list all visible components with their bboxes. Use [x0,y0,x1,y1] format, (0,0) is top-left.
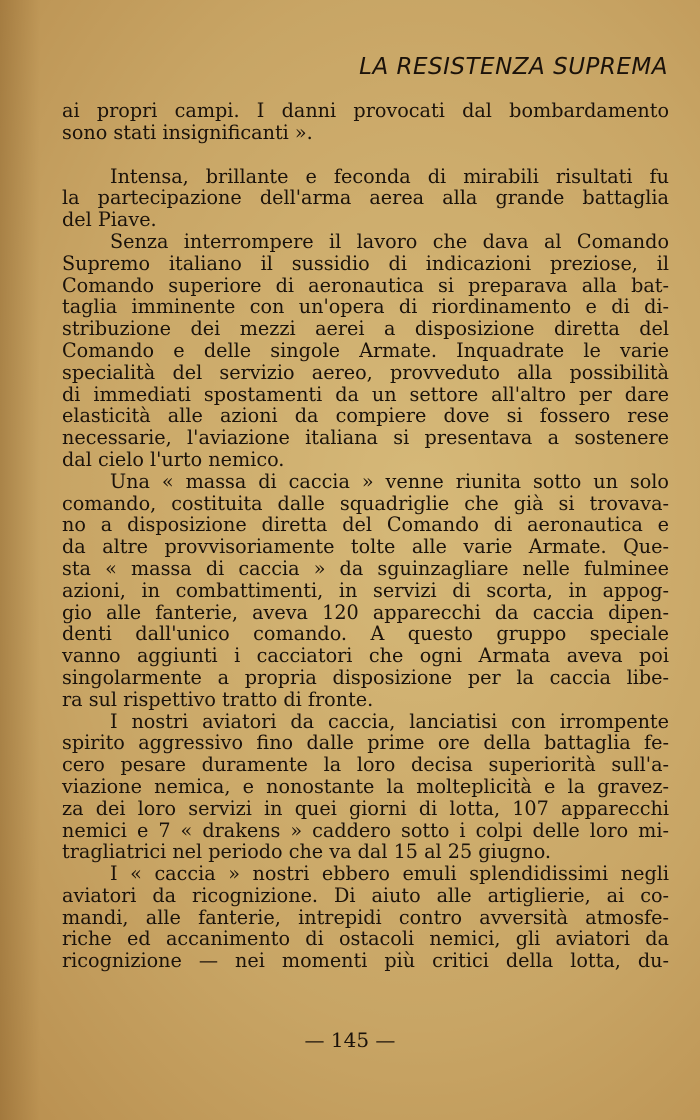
text-line: Una « massa di caccia » venne riunita sotto un solo [110,469,669,493]
text-line: I « caccia » nostri ebbero emuli splendidissimi negli [110,862,669,886]
text-line: da altre provvisoriamente tolte alle varie Armate. Que- [62,535,669,559]
paragraph-gap [62,144,669,166]
paragraph [62,863,669,972]
text-line: Comando superiore di aeronautica si preparava alla bat- [62,273,669,297]
text-line: sta « massa di caccia » da sguinzagliare nelle fulminee [62,556,669,580]
text-line: dal cielo l'urto nemico. [62,447,285,471]
page-number: — 145 — [304,1028,396,1052]
paragraph [62,100,669,144]
text-line: mandi, alle fanterie, intrepidi contro avversità atmosfe- [62,905,669,929]
text-line: ra sul rispettivo tratto di fronte. [62,687,374,711]
body-text [62,100,669,972]
text-line: taglia imminente con un'opera di riordinamento e di di- [62,295,669,319]
text-line: ai propri campi. I danni provocati dal bombardamento [62,99,669,122]
text-line: no a disposizione diretta del Comando di aeronautica e [62,513,669,537]
text-line: stribuzione dei mezzi aerei a disposizione diretta del [62,317,669,341]
text-line: tragliatrici nel periodo che va dal 15 al 25 giugno. [62,840,552,864]
paragraph [62,231,669,471]
text-line: cero pesare duramente la loro decisa superiorità sull'a- [62,753,669,777]
text-line: Comando e delle singole Armate. Inquadrate le varie [62,338,669,362]
text-line: I nostri aviatori da caccia, lanciatisi con irrompente [110,709,669,733]
paragraph [62,471,669,711]
paragraph [62,711,669,864]
text-line: specialità del servizio aereo, provveduto alla possibilità [62,360,669,384]
running-title: LA RESISTENZA SUPREMA [359,54,668,80]
text-line: Senza interrompere il lavoro che dava al Comando [110,229,669,253]
text-line: vanno aggiunti i cacciatori che ogni Armata aveva poi [62,644,669,668]
page-edge-shadow [0,0,40,1120]
text-line: necessarie, l'aviazione italiana si presentava a sostenere [62,426,669,450]
text-line: viazione nemica, e nonostante la molteplicità e la gravez- [62,774,669,798]
text-line: aviatori da ricognizione. Di aiuto alle artiglierie, ai co- [62,883,669,907]
paragraph [62,166,669,231]
text-line: ricognizione — nei momenti più critici della lotta, du- [62,949,669,973]
text-line: denti dall'unico comando. A questo gruppo speciale [62,622,669,646]
text-line: elasticità alle azioni da compiere dove si fossero rese [62,404,669,428]
text-line: za dei loro servizi in quei giorni di lotta, 107 apparecchi [62,796,669,820]
text-line: di immediati spostamenti da un settore all'altro per dare [62,382,669,406]
text-line: la partecipazione dell'arma aerea alla grande battaglia [62,186,669,210]
text-line: singolarmente a propria disposizione per la caccia libe- [62,665,669,689]
text-line: Supremo italiano il sussidio di indicazioni preziose, il [62,251,669,275]
text-line: spirito aggressivo fino dalle prime ore della battaglia fe- [62,731,669,755]
text-line: azioni, in combattimenti, in servizi di scorta, in appog- [62,578,669,602]
text-line: Intensa, brillante e feconda di mirabili risultati fu [110,164,669,188]
text-line: riche ed accanimento di ostacoli nemici, gli aviatori da [62,927,669,951]
text-line: gio alle fanterie, aveva 120 apparecchi da caccia dipen- [62,600,669,624]
text-line: comando, costituita dalle squadriglie che già si trovava- [62,491,669,515]
text-line: del Piave. [62,208,157,232]
text-line: sono stati insignificanti ». [62,120,313,144]
text-line: nemici e 7 « drakens » caddero sotto i colpi delle loro mi- [62,818,669,842]
